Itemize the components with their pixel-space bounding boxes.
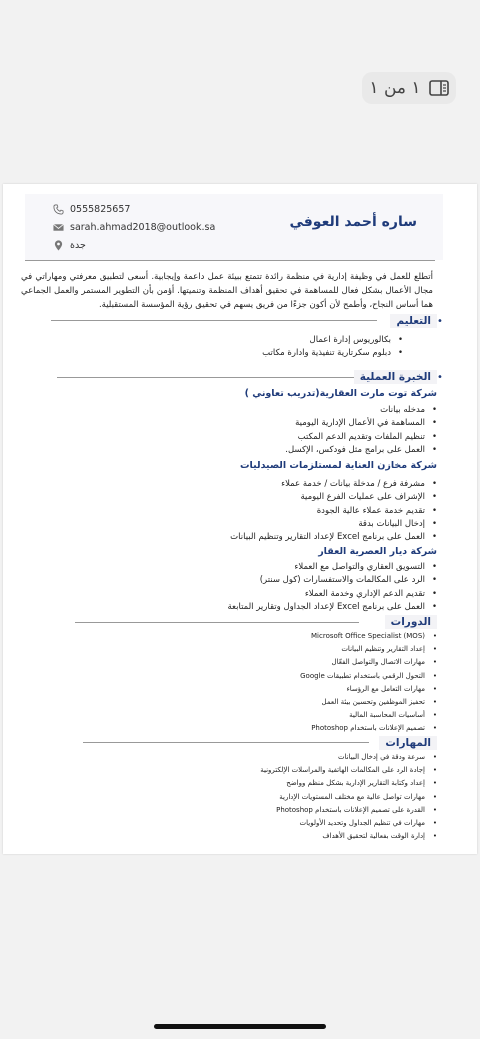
education-bullet: • — [437, 316, 443, 327]
job-3-company: شركة ديار العصرية العقار — [318, 546, 437, 557]
phone-row — [53, 200, 215, 218]
job-3-duties — [227, 561, 437, 614]
city: جدة — [70, 239, 86, 251]
header-divider — [25, 260, 435, 261]
page-indicator[interactable] — [362, 72, 456, 104]
courses-divider — [75, 622, 359, 623]
career-summary: أتطلع للعمل في وظيفة إدارية في منظمة رائدة تتمتع ببيئة عمل داعمة وإيجابية. أسعى لتطبيق معرفتي ومهاراتي في مجال الأعمال بشكل فعال للمساهمة في تحقيق أهداف المنظمة وتنميتها. أؤمن بأن التطوير المستمر والعمل الجماعي هما أساس النجاح، وأطمح لأن أكون جزءًا من فريق يسهم في تحقيق رؤية المؤسسة المستقبلية. — [21, 272, 433, 310]
skill-item: • القدرة على تصميم الإعلانات باستخدام Photoshop — [260, 804, 437, 817]
job-duty-item: • المساهمة في الأعمال الإدارية اليومية — [285, 417, 437, 430]
course-item: • تحفيز الموظفين وتحسين بيئة العمل — [300, 696, 437, 709]
job-2-company: شركة مخازن العناية لمستلزمات الصيدليات — [240, 460, 437, 471]
skills-divider — [83, 742, 369, 743]
job-duty-item: • تنظيم الملفات وتقديم الدعم المكتب — [285, 431, 437, 444]
job-1-duties — [285, 404, 437, 457]
course-item: • إعداد التقارير وتنظيم البيانات — [300, 643, 437, 656]
contact-info — [53, 200, 215, 254]
phone-number: 0555825657 — [70, 203, 131, 215]
course-item: • تصميم الإعلانات باستخدام Photoshop — [300, 722, 437, 735]
email-address: sarah.ahmad2018@outlook.sa — [70, 221, 216, 233]
candidate-name: ساره أحمد العوفي — [289, 214, 417, 230]
city-row — [53, 236, 215, 254]
job-duty-item: • تقديم الدعم الإداري وخدمة العملاء — [227, 588, 437, 601]
skill-item: • سرعة ودقة في إدخال البيانات — [260, 751, 437, 764]
course-item: • مهارات الاتصال والتواصل الفعّال — [300, 656, 437, 669]
course-item: • أساسيات المحاسبة المالية — [300, 709, 437, 722]
courses-list — [300, 630, 437, 736]
course-item: • التحول الرقمي باستخدام تطبيقات Google — [300, 670, 437, 683]
job-duty-item: • الإشراف على عمليات الفرع اليومية — [230, 491, 437, 504]
skills-list — [260, 751, 437, 843]
job-duty-item: • مشرفة فرع / مدخلة بيانات / خدمة عملاء — [230, 478, 437, 491]
sidebar-icon — [429, 80, 449, 96]
job-duty-item: • العمل على برامج مثل فودكس، الإكسل. — [285, 444, 437, 457]
job-duty-item: • إدخال البيانات بدقة — [230, 518, 437, 531]
course-item: • مهارات التعامل مع الرؤساء — [300, 683, 437, 696]
job-duty-item: • التسويق العقاري والتواصل مع العملاء — [227, 561, 437, 574]
home-indicator[interactable] — [154, 1024, 326, 1029]
skill-item: • إعداد وكتابة التقارير الإدارية بشكل منظم وواضح — [260, 777, 437, 790]
education-item: • بكالوريوس إدارة اعمال — [262, 334, 403, 347]
skill-item: • إجادة الرد على المكالمات الهاتفية والمراسلات الإلكترونية — [260, 764, 437, 777]
job-duty-item: • العمل على برنامج Excel لإعداد التقارير وتنظيم البيانات — [230, 531, 437, 544]
page-indicator-text: ١ من ١ — [369, 78, 421, 98]
skill-item: • مهارات تواصل عالية مع مختلف المستويات الإدارية — [260, 791, 437, 804]
education-item: • دبلوم سكرتارية تنفيذية وادارة مكاتب — [262, 347, 403, 360]
education-list — [262, 334, 403, 361]
education-divider — [51, 320, 377, 321]
resume-page — [3, 184, 477, 854]
experience-bullet: • — [437, 372, 443, 383]
courses-title: الدورات — [385, 615, 437, 629]
phone-icon — [53, 204, 64, 215]
job-2-duties — [230, 478, 437, 544]
job-duty-item: • مدخله بيانات — [285, 404, 437, 417]
email-row — [53, 218, 215, 236]
experience-title: الخبرة العملية — [354, 370, 437, 384]
job-duty-item: • العمل على برنامج Excel لإعداد الجداول وتقارير المتابعة — [227, 601, 437, 614]
job-duty-item: • الرد على المكالمات والاستفسارات (كول سنتر) — [227, 574, 437, 587]
job-1-company: شركة توت مارت العقارية(تدريب تعاوني ) — [244, 388, 437, 399]
course-item: • Microsoft Office Specialist (MOS) — [300, 630, 437, 643]
job-duty-item: • تقديم خدمة عملاء عالية الجودة — [230, 505, 437, 518]
skill-item: • مهارات في تنظيم الجداول وتحديد الأولويات — [260, 817, 437, 830]
email-icon — [53, 222, 64, 233]
experience-divider — [57, 377, 367, 378]
education-title: التعليم — [390, 314, 437, 328]
location-pin-icon — [53, 240, 64, 251]
skills-title: المهارات — [379, 736, 437, 750]
skill-item: • إدارة الوقت بفعالية لتحقيق الأهداف — [260, 830, 437, 843]
